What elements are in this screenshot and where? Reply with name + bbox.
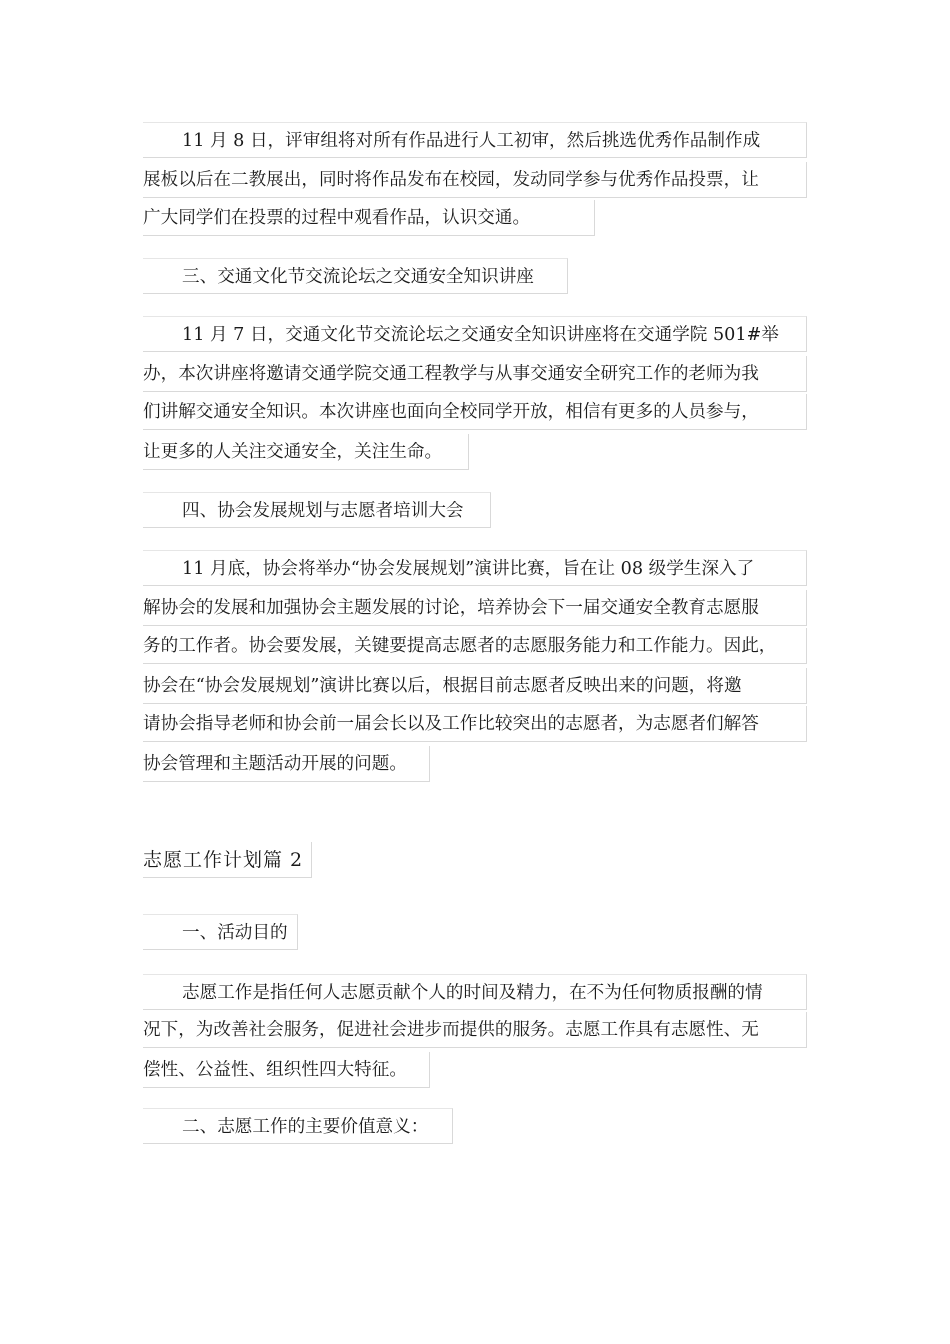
section-heading: 二、志愿工作的主要价值意义： <box>143 1108 453 1144</box>
paragraph-line: 请协会指导老师和协会前一届会长以及工作比较突出的志愿者，为志愿者们解答 <box>143 706 807 742</box>
section-heading: 一、活动目的 <box>143 914 298 950</box>
paragraph-line: 协会管理和主题活动开展的问题。 <box>143 746 430 782</box>
paragraph-line: 11 月 7 日，交通文化节交流论坛之交通安全知识讲座将在交通学院 501#举 <box>143 316 807 352</box>
paragraph-line: 展板以后在二教展出，同时将作品发布在校园，发动同学参与优秀作品投票，让 <box>143 162 807 198</box>
paragraph-line: 志愿工作是指任何人志愿贡献个人的时间及精力，在不为任何物质报酬的情 <box>143 974 807 1010</box>
paragraph-line: 们讲解交通安全知识。本次讲座也面向全校同学开放，相信有更多的人员参与， <box>143 394 807 430</box>
paragraph-line: 况下，为改善社会服务，促进社会进步而提供的服务。志愿工作具有志愿性、无 <box>143 1012 807 1048</box>
paragraph-line: 广大同学们在投票的过程中观看作品，认识交通。 <box>143 200 595 236</box>
paragraph-line: 11 月底，协会将举办“协会发展规划”演讲比赛，旨在让 08 级学生深入了 <box>143 550 807 586</box>
document-title: 志愿工作计划篇 2 <box>143 842 312 878</box>
paragraph-line: 11 月 8 日，评审组将对所有作品进行人工初审，然后挑选优秀作品制作成 <box>143 122 807 158</box>
paragraph-line: 偿性、公益性、组织性四大特征。 <box>143 1052 430 1088</box>
paragraph-line: 解协会的发展和加强协会主题发展的讨论，培养协会下一届交通安全教育志愿服 <box>143 590 807 626</box>
section-heading: 四、协会发展规划与志愿者培训大会 <box>143 492 491 528</box>
paragraph-line: 务的工作者。协会要发展，关键要提高志愿者的志愿服务能力和工作能力。因此， <box>143 628 807 664</box>
section-heading: 三、交通文化节交流论坛之交通安全知识讲座 <box>143 258 568 294</box>
paragraph-line: 协会在“协会发展规划”演讲比赛以后，根据目前志愿者反映出来的问题，将邀 <box>143 668 807 704</box>
paragraph-line: 办，本次讲座将邀请交通学院交通工程教学与从事交通安全研究工作的老师为我 <box>143 356 807 392</box>
paragraph-line: 让更多的人关注交通安全，关注生命。 <box>143 434 469 470</box>
